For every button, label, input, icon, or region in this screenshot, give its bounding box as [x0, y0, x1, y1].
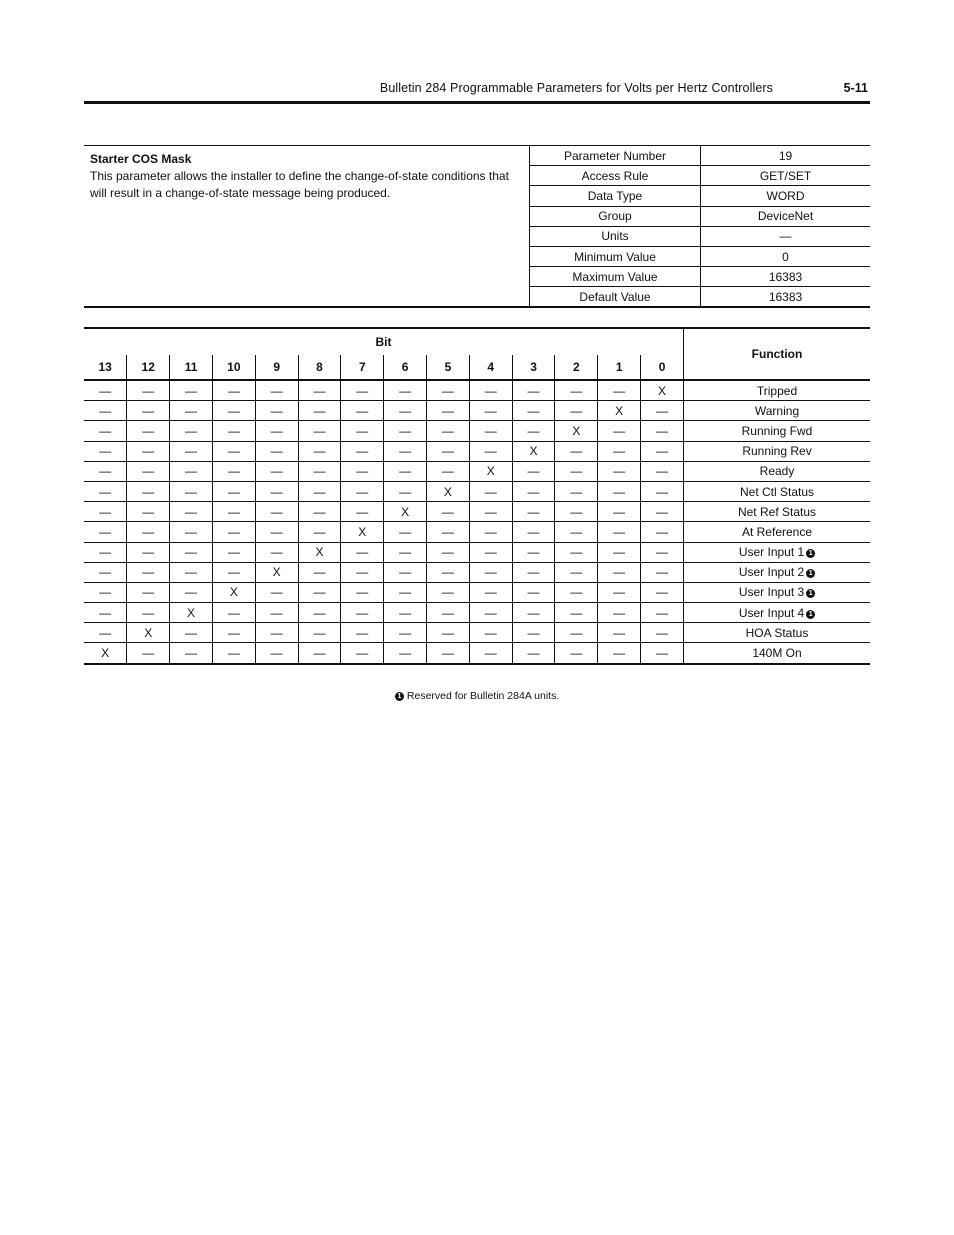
bit-cell: —	[127, 441, 170, 461]
bit-cell: —	[127, 542, 170, 562]
bit-cell: —	[341, 643, 384, 664]
bit-number: 4	[469, 355, 512, 380]
bit-cell: —	[427, 401, 470, 421]
bit-cell: —	[84, 481, 127, 501]
property-label: Maximum Value	[530, 267, 701, 287]
property-value: 0	[701, 246, 871, 266]
bit-cell: —	[170, 623, 213, 643]
bit-cell: —	[84, 421, 127, 441]
bit-cell: —	[298, 401, 341, 421]
bit-cell: —	[469, 380, 512, 401]
function-cell	[684, 542, 871, 562]
bit-cell: —	[641, 401, 684, 421]
bit-cell: —	[84, 542, 127, 562]
bit-cell: —	[341, 582, 384, 602]
bit-cell: —	[384, 522, 427, 542]
table-row	[84, 401, 870, 421]
property-value: 16383	[701, 267, 871, 287]
function-label: Tripped	[756, 383, 798, 398]
footnote-marker-icon: 1	[806, 569, 815, 578]
bit-cell: —	[170, 522, 213, 542]
bit-cell: —	[512, 421, 555, 441]
bit-cell: —	[555, 380, 598, 401]
bit-cell: —	[469, 421, 512, 441]
bit-cell: —	[598, 582, 641, 602]
bit-cell: —	[212, 643, 255, 664]
bit-cell: X	[384, 502, 427, 522]
bit-cell: —	[598, 542, 641, 562]
bit-cell: —	[170, 502, 213, 522]
bit-cell: —	[384, 562, 427, 582]
bit-cell: —	[555, 522, 598, 542]
bit-cell: —	[127, 603, 170, 623]
bit-cell: —	[427, 380, 470, 401]
bit-cell: —	[641, 522, 684, 542]
bit-cell: —	[512, 582, 555, 602]
bit-cell: —	[341, 562, 384, 582]
footnote-marker-icon: 1	[806, 610, 815, 619]
function-label: User Input 3	[738, 585, 805, 600]
bit-cell: —	[469, 542, 512, 562]
bit-cell: —	[641, 643, 684, 664]
bit-cell: —	[84, 502, 127, 522]
bit-cell: —	[555, 562, 598, 582]
bit-cell: —	[84, 380, 127, 401]
bit-cell: —	[384, 421, 427, 441]
bit-cell: —	[170, 643, 213, 664]
bit-cell: —	[170, 380, 213, 401]
bit-cell: —	[298, 441, 341, 461]
function-cell	[684, 441, 871, 461]
bit-number: 6	[384, 355, 427, 380]
bit-cell: —	[555, 582, 598, 602]
bit-cell: —	[341, 542, 384, 562]
parameter-properties-table	[529, 146, 870, 307]
bit-cell: X	[641, 380, 684, 401]
bit-cell: —	[255, 502, 298, 522]
bit-cell: —	[555, 461, 598, 481]
bit-cell: —	[598, 421, 641, 441]
bit-number: 7	[341, 355, 384, 380]
bit-cell: —	[427, 582, 470, 602]
bit-cell: —	[255, 603, 298, 623]
bit-cell: —	[512, 461, 555, 481]
property-row	[530, 186, 871, 206]
bit-cell: —	[469, 603, 512, 623]
parameter-name: Starter COS Mask	[90, 152, 192, 166]
bit-cell: —	[384, 481, 427, 501]
bit-cell: —	[469, 502, 512, 522]
bit-cell: —	[298, 380, 341, 401]
bit-number: 0	[641, 355, 684, 380]
bit-number: 1	[598, 355, 641, 380]
bit-cell: —	[298, 461, 341, 481]
function-label: HOA Status	[745, 625, 809, 640]
property-value: 16383	[701, 287, 871, 307]
bit-cell: —	[512, 603, 555, 623]
bit-cell: —	[512, 401, 555, 421]
function-label: Running Rev	[742, 444, 812, 459]
bit-cell: —	[641, 542, 684, 562]
bit-cell: —	[384, 461, 427, 481]
table-row	[84, 502, 870, 522]
bit-cell: —	[427, 522, 470, 542]
bit-cell: —	[212, 603, 255, 623]
bit-cell: —	[255, 401, 298, 421]
bit-cell: —	[427, 562, 470, 582]
bit-cell: —	[341, 380, 384, 401]
bit-cell: X	[598, 401, 641, 421]
property-label: Group	[530, 206, 701, 226]
bit-cell: —	[341, 603, 384, 623]
bit-cell: —	[298, 603, 341, 623]
table-row	[84, 522, 870, 542]
bit-cell: —	[84, 623, 127, 643]
bit-cell: —	[298, 502, 341, 522]
property-label: Units	[530, 226, 701, 246]
bit-cell: —	[598, 441, 641, 461]
bit-number: 5	[427, 355, 470, 380]
bit-cell: —	[170, 461, 213, 481]
bit-cell: —	[212, 401, 255, 421]
property-value: —	[701, 226, 871, 246]
bit-cell: —	[512, 623, 555, 643]
bit-cell: —	[212, 461, 255, 481]
bit-cell: —	[641, 562, 684, 582]
table-row	[84, 603, 870, 623]
bit-cell: —	[170, 542, 213, 562]
bit-cell: —	[427, 603, 470, 623]
table-row	[84, 623, 870, 643]
property-row	[530, 287, 871, 307]
bit-cell: —	[512, 502, 555, 522]
bit-cell: —	[84, 562, 127, 582]
property-row	[530, 246, 871, 266]
function-cell	[684, 502, 871, 522]
bit-cell: —	[641, 441, 684, 461]
bit-cell: —	[170, 582, 213, 602]
footnote-marker-icon: 1	[395, 692, 404, 701]
bit-cell: X	[255, 562, 298, 582]
function-cell	[684, 623, 871, 643]
bit-number: 10	[212, 355, 255, 380]
function-cell	[684, 582, 871, 602]
bit-cell: —	[84, 401, 127, 421]
function-label: Warning	[754, 403, 800, 418]
bit-cell: —	[212, 522, 255, 542]
function-label: At Reference	[741, 524, 813, 539]
bit-cell: —	[555, 603, 598, 623]
bit-cell: —	[427, 643, 470, 664]
bit-cell: —	[555, 481, 598, 501]
property-value: 19	[701, 146, 871, 166]
bit-cell: —	[255, 643, 298, 664]
table-row	[84, 643, 870, 664]
bit-cell: —	[427, 441, 470, 461]
function-label: User Input 1	[738, 545, 805, 560]
bit-cell: —	[212, 542, 255, 562]
bit-cell: —	[512, 522, 555, 542]
bit-cell: —	[512, 542, 555, 562]
bit-cell: —	[427, 421, 470, 441]
function-cell	[684, 421, 871, 441]
bit-cell: —	[212, 441, 255, 461]
table-row	[84, 421, 870, 441]
page-header	[84, 78, 870, 104]
table-row	[84, 481, 870, 501]
bit-cell: —	[384, 603, 427, 623]
bit-cell: —	[641, 603, 684, 623]
bit-cell: —	[641, 421, 684, 441]
function-label: User Input 2	[738, 565, 805, 580]
footnote-marker-icon: 1	[806, 549, 815, 558]
bit-cell: —	[255, 481, 298, 501]
property-label: Default Value	[530, 287, 701, 307]
function-cell	[684, 603, 871, 623]
bit-cell: —	[212, 562, 255, 582]
bit-cell: —	[598, 502, 641, 522]
bit-cell: —	[255, 380, 298, 401]
page-number: 5-11	[843, 81, 868, 95]
property-label: Access Rule	[530, 166, 701, 186]
bit-cell: X	[298, 542, 341, 562]
property-row	[530, 267, 871, 287]
property-label: Minimum Value	[530, 246, 701, 266]
bit-cell: —	[298, 582, 341, 602]
bit-cell: —	[469, 401, 512, 421]
property-row	[530, 206, 871, 226]
bit-cell: —	[598, 380, 641, 401]
bit-cell: —	[384, 643, 427, 664]
table-row	[84, 582, 870, 602]
bit-cell: —	[469, 441, 512, 461]
bit-cell: —	[384, 441, 427, 461]
bit-cell: —	[298, 562, 341, 582]
bit-cell: —	[598, 562, 641, 582]
bit-cell: —	[341, 623, 384, 643]
bit-cell: —	[598, 623, 641, 643]
footnote-text: Reserved for Bulletin 284A units.	[406, 690, 560, 702]
function-cell	[684, 380, 871, 401]
function-label: Net Ref Status	[737, 504, 817, 519]
function-cell	[684, 461, 871, 481]
property-value: GET/SET	[701, 166, 871, 186]
table-row	[84, 562, 870, 582]
parameter-block	[84, 145, 870, 308]
bit-cell: —	[212, 502, 255, 522]
bit-cell: —	[127, 562, 170, 582]
function-label: 140M On	[752, 646, 802, 661]
bit-cell: —	[427, 623, 470, 643]
bit-cell: X	[512, 441, 555, 461]
bit-number: 2	[555, 355, 598, 380]
bit-cell: —	[298, 522, 341, 542]
bit-cell: —	[255, 421, 298, 441]
bit-cell: —	[255, 623, 298, 643]
bit-function-table	[84, 327, 870, 665]
bit-cell: X	[427, 481, 470, 501]
bit-cell: —	[469, 522, 512, 542]
bit-cell: —	[555, 441, 598, 461]
bit-cell: —	[341, 461, 384, 481]
bit-cell: —	[127, 643, 170, 664]
bit-cell: —	[598, 461, 641, 481]
bit-cell: —	[641, 623, 684, 643]
bit-cell: —	[598, 603, 641, 623]
parameter-description: This parameter allows the installer to define the change-of-state conditions that will result in a change-of-state message being produced.	[90, 169, 509, 200]
bit-cell: —	[384, 582, 427, 602]
bit-cell: —	[84, 461, 127, 481]
bit-cell: —	[341, 502, 384, 522]
property-value: DeviceNet	[701, 206, 871, 226]
bit-cell: X	[469, 461, 512, 481]
bit-cell: —	[298, 421, 341, 441]
function-label: Ready	[759, 464, 795, 479]
bit-cell: —	[170, 401, 213, 421]
function-cell	[684, 643, 871, 664]
bit-cell: —	[341, 401, 384, 421]
bit-cell: —	[469, 562, 512, 582]
bit-cell: —	[641, 481, 684, 501]
bit-cell: —	[384, 380, 427, 401]
bit-cell: —	[641, 582, 684, 602]
bit-cell: —	[341, 441, 384, 461]
bit-number: 3	[512, 355, 555, 380]
bit-cell: —	[512, 643, 555, 664]
bit-cell: —	[127, 380, 170, 401]
bit-cell: X	[212, 582, 255, 602]
bit-cell: —	[384, 401, 427, 421]
table-row	[84, 461, 870, 481]
table-row	[84, 542, 870, 562]
bit-cell: —	[212, 421, 255, 441]
bit-cell: —	[598, 522, 641, 542]
bit-cell: —	[427, 502, 470, 522]
bit-cell: —	[255, 461, 298, 481]
bit-cell: —	[341, 481, 384, 501]
function-cell	[684, 522, 871, 542]
bit-cell: —	[84, 582, 127, 602]
bit-cell: —	[212, 481, 255, 501]
bit-cell: —	[641, 461, 684, 481]
bit-cell: —	[598, 643, 641, 664]
bit-number: 11	[170, 355, 213, 380]
bit-cell: —	[555, 643, 598, 664]
bit-cell: —	[598, 481, 641, 501]
bit-cell: —	[212, 380, 255, 401]
bit-cell: —	[255, 542, 298, 562]
bit-cell: —	[384, 542, 427, 562]
function-cell	[684, 401, 871, 421]
bit-number: 8	[298, 355, 341, 380]
bit-cell: —	[127, 502, 170, 522]
bit-cell: —	[298, 643, 341, 664]
bit-cell: —	[555, 401, 598, 421]
property-row	[530, 166, 871, 186]
bit-number: 12	[127, 355, 170, 380]
bit-cell: —	[255, 522, 298, 542]
bit-cell: —	[255, 441, 298, 461]
header-title: Bulletin 284 Programmable Parameters for Volts per Hertz Controllers	[379, 81, 773, 95]
bit-cell: X	[341, 522, 384, 542]
footnote	[393, 690, 559, 702]
table-row	[84, 380, 870, 401]
bit-cell: —	[512, 562, 555, 582]
bit-cell: X	[555, 421, 598, 441]
function-label: User Input 4	[738, 605, 805, 620]
function-label: Net Ctl Status	[739, 484, 815, 499]
bit-cell: —	[170, 441, 213, 461]
property-value: WORD	[701, 186, 871, 206]
bit-cell: —	[641, 502, 684, 522]
footnote-marker-icon: 1	[806, 589, 815, 598]
property-row	[530, 226, 871, 246]
bit-cell: —	[427, 542, 470, 562]
bit-cell: —	[469, 623, 512, 643]
parameter-description-block	[90, 151, 524, 202]
bit-cell: —	[298, 623, 341, 643]
bit-cell: —	[170, 481, 213, 501]
bit-cell: —	[127, 401, 170, 421]
function-cell	[684, 562, 871, 582]
bit-cell: —	[127, 461, 170, 481]
bit-number: 9	[255, 355, 298, 380]
bit-cell: —	[555, 623, 598, 643]
bit-cell: —	[127, 481, 170, 501]
bit-cell: —	[341, 421, 384, 441]
bit-cell: —	[84, 522, 127, 542]
bit-cell: —	[469, 582, 512, 602]
property-label: Parameter Number	[530, 146, 701, 166]
bit-cell: —	[384, 623, 427, 643]
bit-cell: —	[127, 522, 170, 542]
bit-cell: —	[469, 481, 512, 501]
bit-header-label: Bit	[375, 335, 392, 349]
bit-cell: —	[170, 562, 213, 582]
bit-cell: X	[170, 603, 213, 623]
property-label: Data Type	[530, 186, 701, 206]
bit-cell: —	[469, 643, 512, 664]
function-label: Running Fwd	[741, 423, 813, 438]
bit-number: 13	[84, 355, 127, 380]
bit-cell: —	[127, 582, 170, 602]
bit-cell: —	[170, 421, 213, 441]
bit-cell: —	[555, 542, 598, 562]
function-header: Function	[684, 328, 871, 380]
bit-cell: —	[555, 502, 598, 522]
table-row	[84, 441, 870, 461]
bit-cell: —	[298, 481, 341, 501]
bit-cell: —	[84, 603, 127, 623]
bit-cell: —	[127, 421, 170, 441]
bit-cell: —	[427, 461, 470, 481]
bit-cell: —	[212, 623, 255, 643]
bit-cell: —	[512, 380, 555, 401]
bit-cell: X	[84, 643, 127, 664]
bit-cell: —	[512, 481, 555, 501]
function-cell	[684, 481, 871, 501]
bit-cell: —	[84, 441, 127, 461]
property-row	[530, 146, 871, 166]
bit-cell: —	[255, 582, 298, 602]
bit-cell: X	[127, 623, 170, 643]
